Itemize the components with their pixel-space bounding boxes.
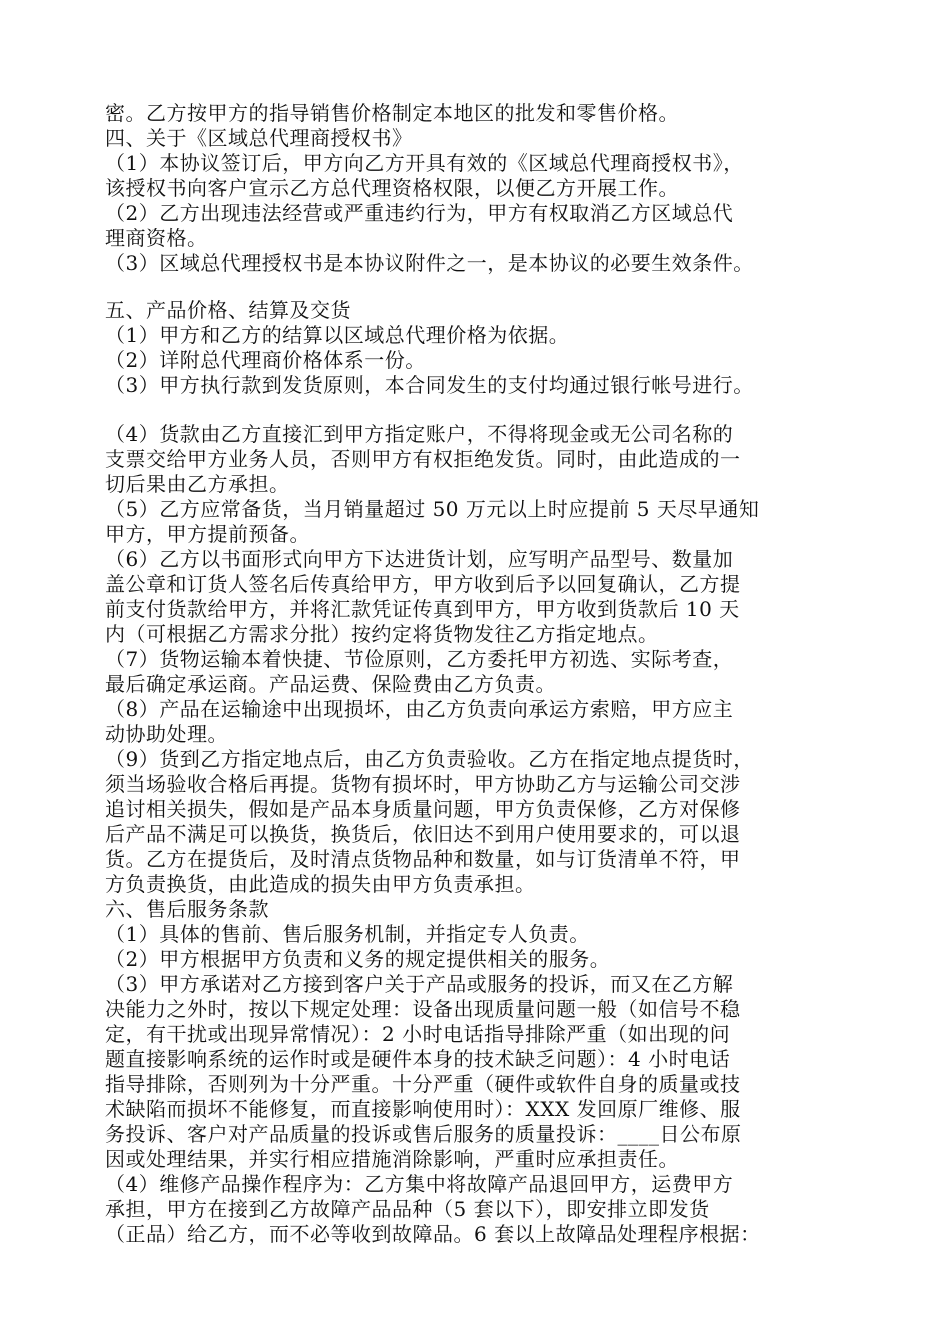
text-line: （5）乙方应常备货，当月销量超过 50 万元以上时应提前 5 天尽早通知	[105, 497, 760, 521]
text-line: （1）甲方和乙方的结算以区域总代理价格为依据。	[105, 323, 570, 347]
text-line: （3）区域总代理授权书是本协议附件之一，是本协议的必要生效条件。	[105, 251, 754, 275]
text-line: （2）详附总代理商价格体系一份。	[105, 348, 426, 372]
text-line: 甲方，甲方提前预备。	[105, 522, 310, 546]
text-line: （2）甲方根据甲方负责和义务的规定提供相关的服务。	[105, 947, 611, 971]
text-line: 因或处理结果，并实行相应措施消除影响，严重时应承担责任。	[105, 1147, 679, 1171]
text-line: （1）本协议签订后，甲方向乙方开具有效的《区域总代理商授权书》，	[105, 151, 744, 175]
text-line: （4）货款由乙方直接汇到甲方指定账户，不得将现金或无公司名称的	[105, 422, 734, 446]
text-line: （9）货到乙方指定地点后，由乙方负责验收。乙方在指定地点提货时，	[105, 747, 754, 771]
text-line: 务投诉、客户对产品质量的投诉或售后服务的质量投诉：____日公布原	[105, 1122, 742, 1146]
text-line: （6）乙方以书面形式向甲方下达进货计划，应写明产品型号、数量加	[105, 547, 734, 571]
text-line: 动协助处理。	[105, 722, 228, 746]
text-line: 追讨相关损失，假如是产品本身质量问题，甲方负责保修，乙方对保修	[105, 797, 741, 821]
section-heading: 五、产品价格、结算及交货	[105, 298, 351, 322]
text-line: （3）甲方执行款到发货原则，本合同发生的支付均通过银行帐号进行。	[105, 373, 754, 397]
text-line: 理商资格。	[105, 226, 208, 250]
text-line: （2）乙方出现违法经营或严重违约行为，甲方有权取消乙方区域总代	[105, 201, 734, 225]
section-heading: 六、售后服务条款	[105, 897, 269, 921]
text-line: 密。乙方按甲方的指导销售价格制定本地区的批发和零售价格。	[105, 101, 679, 125]
text-line: （3）甲方承诺对乙方接到客户关于产品或服务的投诉，而又在乙方解	[105, 972, 734, 996]
text-line: 最后确定承运商。产品运费、保险费由乙方负责。	[105, 672, 556, 696]
text-line: 支票交给甲方业务人员，否则甲方有权拒绝发货。同时，由此造成的一	[105, 447, 741, 471]
text-line: 方负责换货，由此造成的损失由甲方负责承担。	[105, 872, 536, 896]
section-heading: 四、关于《区域总代理商授权书》	[105, 126, 413, 150]
text-line: （1）具体的售前、售后服务机制，并指定专人负责。	[105, 922, 590, 946]
text-line: 后产品不满足可以换货，换货后，依旧达不到用户使用要求的，可以退	[105, 822, 741, 846]
text-line: 定，有干扰或出现异常情况）：2 小时电话指导排除严重（如出现的问	[105, 1022, 731, 1046]
text-line: 指导排除，否则列为十分严重。十分严重（硬件或软件自身的质量或技	[105, 1072, 741, 1096]
text-line: 题直接影响系统的运作时或是硬件本身的技术缺乏问题）：4 小时电话	[105, 1047, 731, 1071]
text-line: （8）产品在运输途中出现损坏，由乙方负责向承运方索赔，甲方应主	[105, 697, 734, 721]
text-line: （正品）给乙方，而不必等收到故障品。6 套以上故障品处理程序根据：	[105, 1222, 761, 1246]
text-line: 须当场验收合格后再提。货物有损坏时，甲方协助乙方与运输公司交涉	[105, 772, 741, 796]
text-line: 内（可根据乙方需求分批）按约定将货物发往乙方指定地点。	[105, 622, 659, 646]
text-line: （4）维修产品操作程序为：乙方集中将故障产品退回甲方，运费甲方	[105, 1172, 734, 1196]
text-line: 货。乙方在提货后，及时清点货物品种和数量，如与订货清单不符，甲	[105, 847, 741, 871]
text-line: 切后果由乙方承担。	[105, 472, 290, 496]
text-line: 前支付货款给甲方，并将汇款凭证传真到甲方，甲方收到货款后 10 天	[105, 597, 740, 621]
text-line: 盖公章和订货人签名后传真给甲方，甲方收到后予以回复确认，乙方提	[105, 572, 741, 596]
text-line: 该授权书向客户宣示乙方总代理资格权限，以便乙方开展工作。	[105, 176, 679, 200]
text-line: （7）货物运输本着快捷、节俭原则，乙方委托甲方初选、实际考查，	[105, 647, 734, 671]
text-line: 决能力之外时，按以下规定处理：设备出现质量问题一般（如信号不稳	[105, 997, 741, 1021]
text-line: 术缺陷而损坏不能修复，而直接影响使用时）：XXX 发回原厂维修、服	[105, 1097, 741, 1121]
text-line: 承担，甲方在接到乙方故障产品品种（5 套以下），即安排立即发货	[105, 1197, 710, 1221]
